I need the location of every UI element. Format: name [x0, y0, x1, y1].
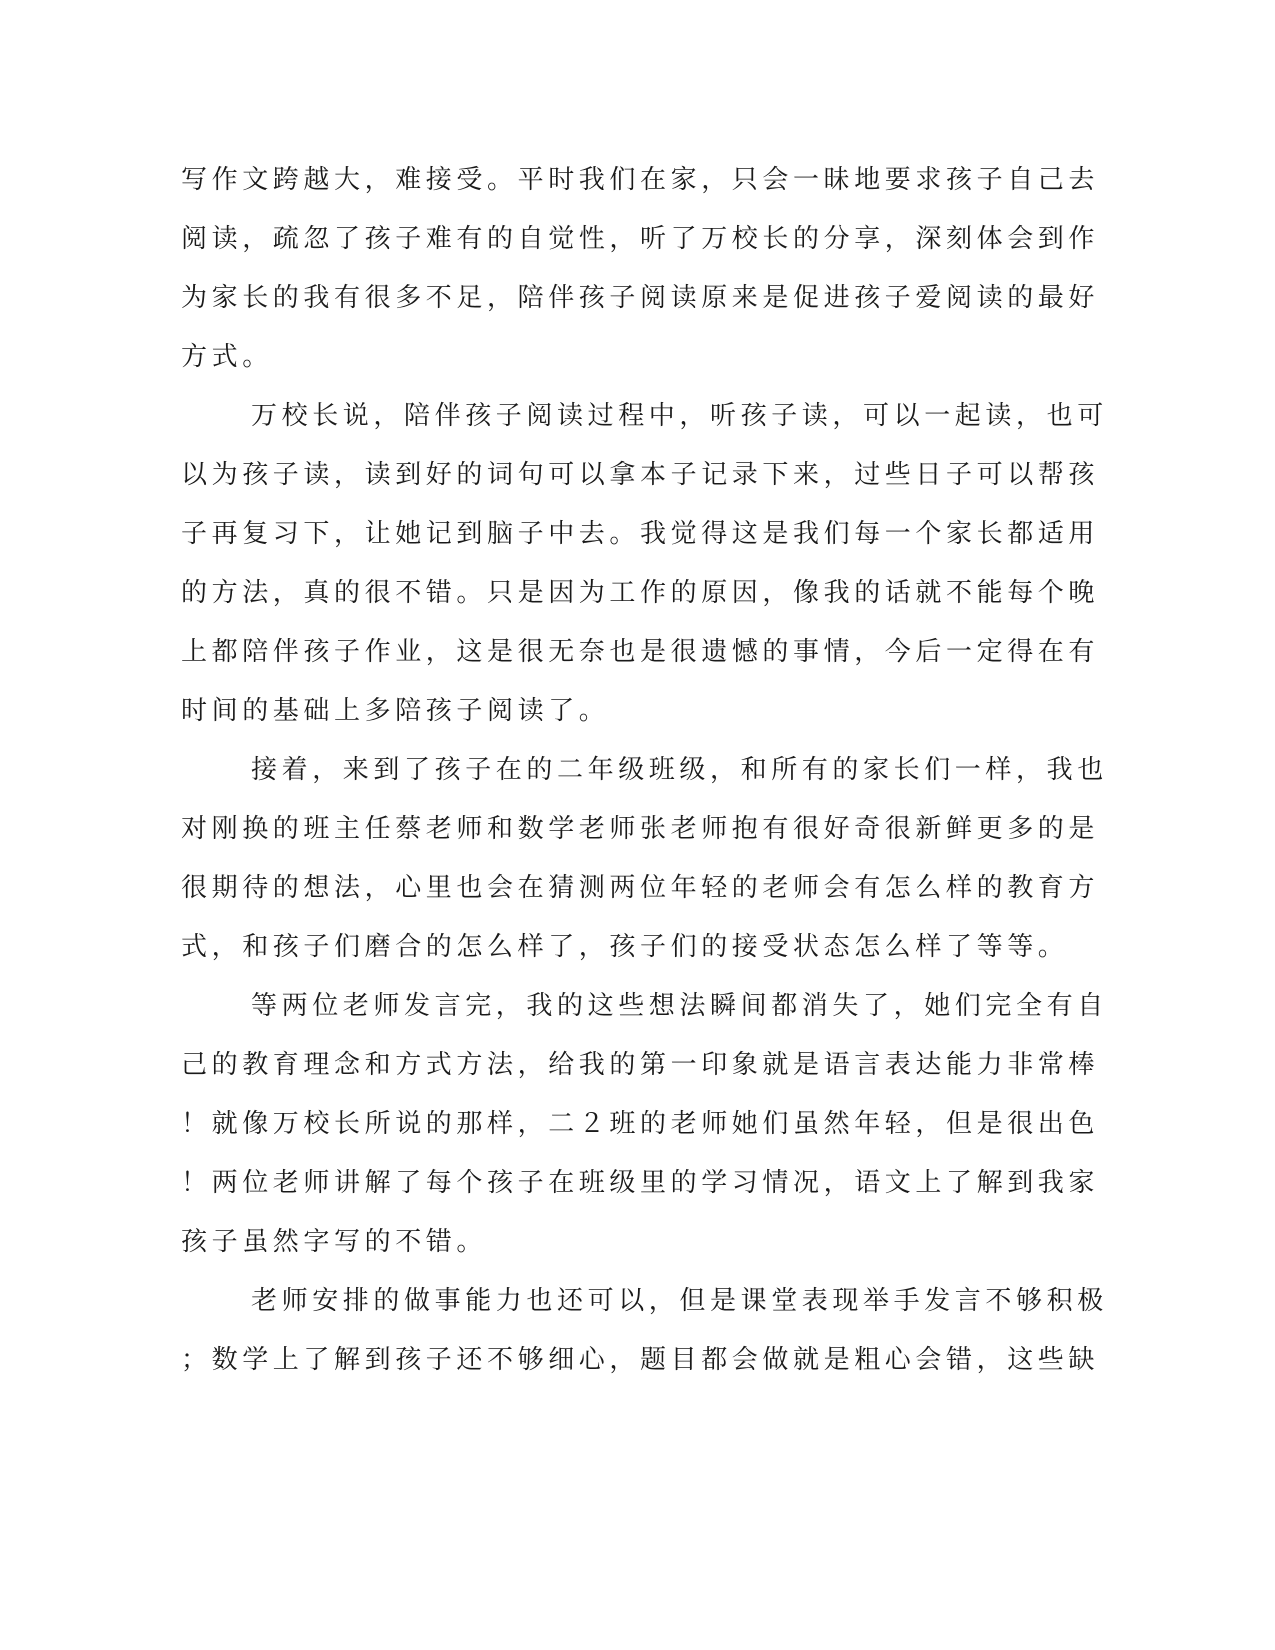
paragraph-first-line: 接着，来到了孩子在的二年级班级，和所有的家长们一样，我也	[251, 755, 1108, 785]
text-line: 为家长的我有很多不足，陪伴孩子阅读原来是促进孩子爱阅读的最好	[181, 283, 1100, 313]
paragraph-first-line: 老师安排的做事能力也还可以，但是课堂表现举手发言不够积极	[251, 1286, 1108, 1316]
text-line: 己的教育理念和方式方法，给我的第一印象就是语言表达能力非常棒	[181, 1050, 1100, 1080]
paragraph-first-line: 等两位老师发言完，我的这些想法瞬间都消失了，她们完全有自	[251, 991, 1108, 1021]
text-line: 很期待的想法，心里也会在猜测两位年轻的老师会有怎么样的教育方	[181, 873, 1100, 903]
text-line: 孩子虽然字写的不错。	[181, 1227, 488, 1257]
text-line: ！就像万校长所说的那样，二２班的老师她们虽然年轻，但是很出色	[181, 1109, 1100, 1139]
text-line: 方式。	[181, 342, 273, 372]
text-line: 对刚换的班主任蔡老师和数学老师张老师抱有很好奇很新鲜更多的是	[181, 814, 1100, 844]
text-line: 式，和孩子们磨合的怎么样了，孩子们的接受状态怎么样了等等。	[181, 932, 1069, 962]
text-line: 子再复习下，让她记到脑子中去。我觉得这是我们每一个家长都适用	[181, 519, 1100, 549]
paragraph-first-line: 万校长说，陪伴孩子阅读过程中，听孩子读，可以一起读，也可	[251, 401, 1108, 431]
text-line: ；数学上了解到孩子还不够细心，题目都会做就是粗心会错，这些缺	[181, 1345, 1100, 1375]
text-line: 阅读，疏忽了孩子难有的自觉性，听了万校长的分享，深刻体会到作	[181, 224, 1100, 254]
text-line: 的方法，真的很不错。只是因为工作的原因，像我的话就不能每个晚	[181, 578, 1100, 608]
text-line: 时间的基础上多陪孩子阅读了。	[181, 696, 610, 726]
text-line: 以为孩子读，读到好的词句可以拿本子记录下来，过些日子可以帮孩	[181, 460, 1100, 490]
text-line: ！两位老师讲解了每个孩子在班级里的学习情况，语文上了解到我家	[181, 1168, 1100, 1198]
text-line: 上都陪伴孩子作业，这是很无奈也是很遗憾的事情，今后一定得在有	[181, 637, 1100, 667]
text-line: 写作文跨越大，难接受。平时我们在家，只会一昧地要求孩子自己去	[181, 165, 1100, 195]
